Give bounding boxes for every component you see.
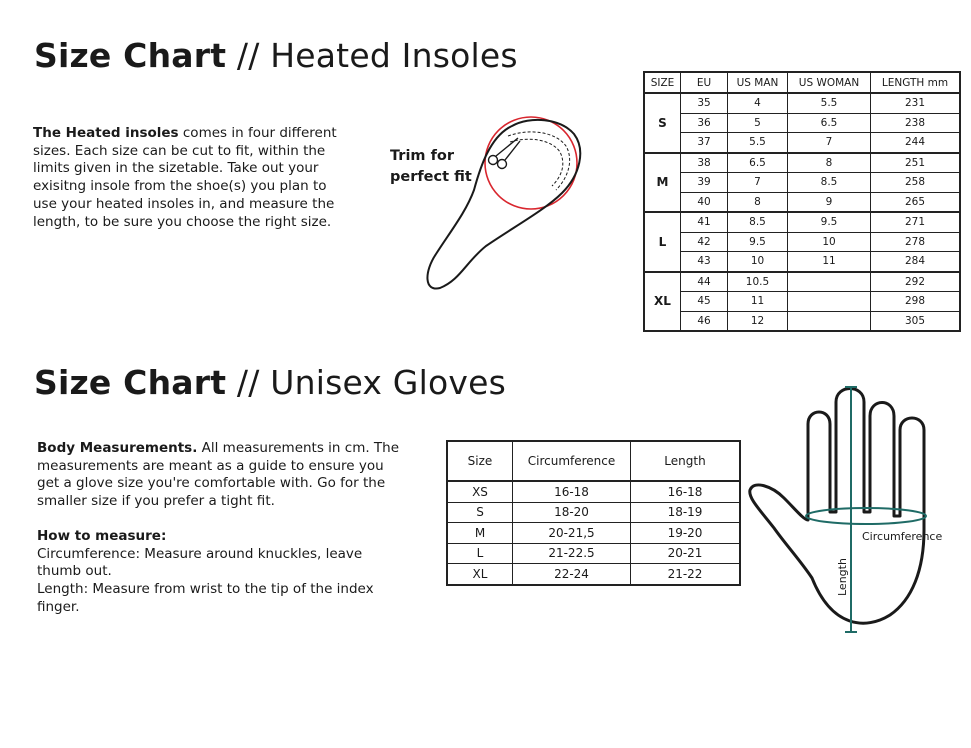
col-header: LENGTH mm <box>871 72 961 93</box>
cell: 265 <box>871 192 961 212</box>
cell: 5.5 <box>788 93 871 113</box>
cell: 8.5 <box>788 173 871 193</box>
cell: 9.5 <box>728 232 788 252</box>
cell: 10 <box>728 252 788 272</box>
cell: 244 <box>871 133 961 153</box>
circumference-marker-icon <box>806 508 926 524</box>
cell: 18-20 <box>513 502 631 523</box>
cell: 20-21,5 <box>513 523 631 544</box>
cell: 8.5 <box>728 212 788 232</box>
cell: 45 <box>681 292 728 312</box>
cell: 11 <box>788 252 871 272</box>
how-to-measure-title: How to measure: <box>37 527 167 544</box>
cell: 9 <box>788 192 871 212</box>
cell: 8 <box>788 153 871 173</box>
cell: 278 <box>871 232 961 252</box>
cell: 7 <box>728 173 788 193</box>
cell: 42 <box>681 232 728 252</box>
cell: 298 <box>871 292 961 312</box>
cell: 9.5 <box>788 212 871 232</box>
cell: 6.5 <box>728 153 788 173</box>
cell: L <box>447 543 513 564</box>
how-circumference-text: Circumference: Measure around knuckles, leave thumb out. <box>37 545 363 580</box>
cell: 39 <box>681 173 728 193</box>
col-header: US WOMAN <box>788 72 871 93</box>
cell: 37 <box>681 133 728 153</box>
description-bold: The Heated insoles <box>33 125 179 141</box>
col-header: Length <box>631 441 741 481</box>
cell: 4 <box>728 93 788 113</box>
cell: 10.5 <box>728 272 788 292</box>
cell: 251 <box>871 153 961 173</box>
col-header: Size <box>447 441 513 481</box>
cell: 16-18 <box>631 481 741 502</box>
trim-label-line1: Trim for <box>390 148 454 164</box>
cell: M <box>447 523 513 544</box>
cell: 10 <box>788 232 871 252</box>
size-cell: XL <box>644 272 681 332</box>
cell: 46 <box>681 311 728 331</box>
cell: 21-22.5 <box>513 543 631 564</box>
cell: 284 <box>871 252 961 272</box>
cell: 6.5 <box>788 113 871 133</box>
cell: 20-21 <box>631 543 741 564</box>
col-header: Circumference <box>513 441 631 481</box>
cell: 8 <box>728 192 788 212</box>
cell: 231 <box>871 93 961 113</box>
length-label: Length <box>836 558 849 596</box>
cell: 35 <box>681 93 728 113</box>
cell: 18-19 <box>631 502 741 523</box>
cell: 271 <box>871 212 961 232</box>
cell: XS <box>447 481 513 502</box>
cell: 43 <box>681 252 728 272</box>
cell: 12 <box>728 311 788 331</box>
heading-bold: Size Chart <box>34 36 227 75</box>
cell: 41 <box>681 212 728 232</box>
cell: 21-22 <box>631 564 741 585</box>
cell: 5 <box>728 113 788 133</box>
size-cell: S <box>644 93 681 153</box>
heading-bold: Size Chart <box>34 363 227 402</box>
cell: 258 <box>871 173 961 193</box>
cell: 305 <box>871 311 961 331</box>
cell: 19-20 <box>631 523 741 544</box>
cell: 16-18 <box>513 481 631 502</box>
cell: 38 <box>681 153 728 173</box>
cell: 238 <box>871 113 961 133</box>
body-measurements-text: All measurements in cm. The measurements are meant as a guide to ensure you get a glove size you're comfortable with. Go for the smaller size if you prefer a tight fit. <box>37 440 400 510</box>
cell: 36 <box>681 113 728 133</box>
heading-separator: // <box>236 363 260 402</box>
heading-subtitle: Heated Insoles <box>270 36 518 75</box>
cell: S <box>447 502 513 523</box>
cell: XL <box>447 564 513 585</box>
description-text: comes in four different sizes. Each size can be cut to fit, within the limits given in the sizetable. Take out your exisitng insole from the shoe(s) you plan to use your heated insoles in, and measure the length, to be sure you choose the right size. <box>33 125 337 230</box>
cell: 44 <box>681 272 728 292</box>
cell: 11 <box>728 292 788 312</box>
cell: 7 <box>788 133 871 153</box>
col-header: EU <box>681 72 728 93</box>
heading-subtitle: Unisex Gloves <box>270 363 506 402</box>
how-length-text: Length: Measure from wrist to the tip of the index finger. <box>37 580 374 615</box>
body-measurements-title: Body Measurements. <box>37 440 198 456</box>
cell: 5.5 <box>728 133 788 153</box>
cell: 40 <box>681 192 728 212</box>
size-cell: L <box>644 212 681 272</box>
trim-label-line2: perfect fit <box>390 169 472 185</box>
col-header: US MAN <box>728 72 788 93</box>
heading-separator: // <box>236 36 260 75</box>
col-header: SIZE <box>644 72 681 93</box>
size-cell: M <box>644 153 681 213</box>
cell: 292 <box>871 272 961 292</box>
circumference-label: Circumference <box>862 530 943 543</box>
cell: 22-24 <box>513 564 631 585</box>
